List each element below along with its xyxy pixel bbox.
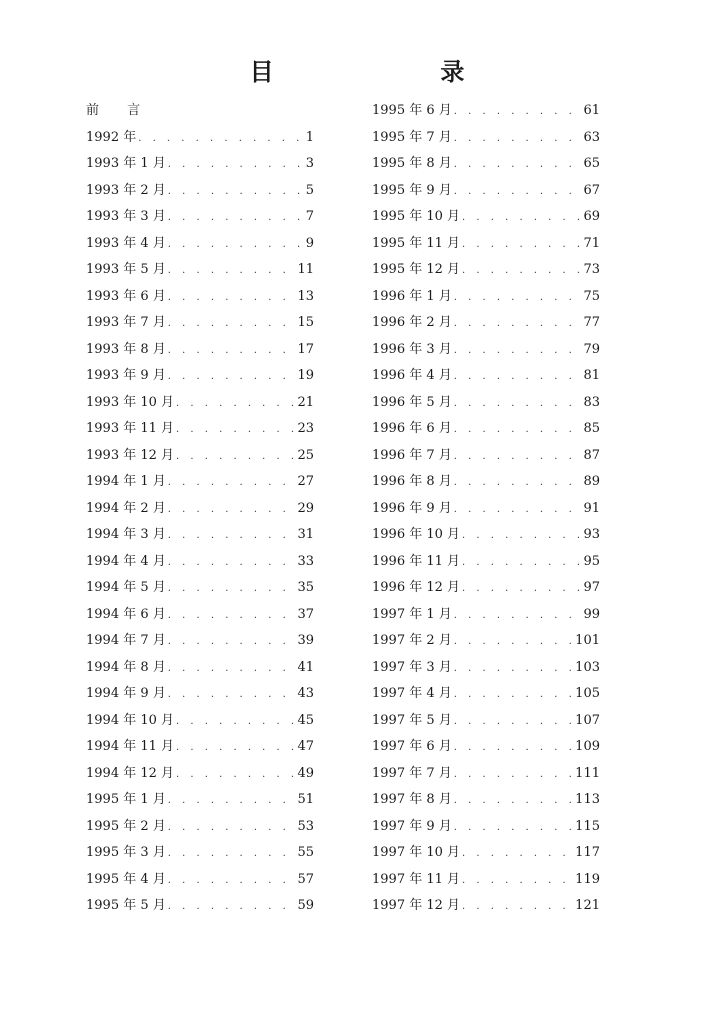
toc-entry-page: 71 [583,235,600,251]
toc-leader-dots [454,152,582,179]
toc-entry[interactable] [86,628,314,655]
toc-entry[interactable] [372,628,600,655]
toc-entry-page: 119 [575,871,600,887]
toc-entry-page: 65 [583,156,600,171]
toc-entry-label: 1997 年 9 月 [372,818,452,834]
toc-entry-label: 1997 年 7 月 [372,765,452,781]
toc-entry-label: 1995 年 5 月 [86,898,166,913]
toc-entry-label: 1994 年 8 月 [86,659,166,675]
toc-leader-dots [138,126,304,153]
toc-entry-page: 21 [297,394,314,410]
toc-entry[interactable] [86,787,314,814]
toc-entry-page: 61 [583,103,600,118]
toc-entry[interactable] [86,231,314,258]
toc-entry-label: 1994 年 11 月 [86,739,175,754]
toc-entry-page: 7 [305,209,314,224]
toc-entry-label: 1996 年 9 月 [372,500,452,516]
toc-entry-page: 89 [583,474,600,489]
toc-entry[interactable] [86,496,314,523]
toc-entry[interactable] [372,893,600,920]
toc-entry-page: 15 [297,315,314,330]
toc-entry[interactable] [372,787,600,814]
toc-entry-label: 1993 年 11 月 [86,421,175,436]
toc-leader-dots [168,364,296,391]
toc-entry[interactable] [86,363,314,390]
toc-entry-label: 1997 年 8 月 [372,792,452,807]
toc-entry[interactable] [86,469,314,496]
toc-leader-dots [168,205,304,232]
toc-leader-dots [168,338,296,365]
toc-entry[interactable] [86,98,314,125]
toc-entry-label: 1997 年 11 月 [372,871,461,887]
toc-entry-label: 1993 年 3 月 [86,209,166,224]
toc-leader-dots [454,338,582,365]
toc-entry-page: 111 [575,765,600,781]
toc-entry-page: 43 [297,686,314,701]
toc-entry-label: 1994 年 10 月 [86,712,175,728]
toc-entry-label: 1996 年 11 月 [372,553,461,569]
toc-leader-dots [176,417,295,444]
toc-entry-page: 17 [297,341,314,357]
toc-right-column [372,98,600,920]
page-title: 目 录 [249,58,515,86]
toc-entry[interactable] [372,681,600,708]
toc-leader-dots [168,258,296,285]
toc-entry-label: 1997 年 6 月 [372,739,452,754]
toc-entry-label: 1996 年 3 月 [372,341,452,357]
toc-entry-label: 1994 年 6 月 [86,606,166,622]
toc-entry-page: 47 [297,739,314,754]
toc-entry-label: 1994 年 12 月 [86,765,175,781]
toc-entry-label: 前 言 [86,103,153,118]
toc-leader-dots [454,815,573,842]
toc-entry-label: 1994 年 4 月 [86,553,166,569]
toc-entry[interactable] [86,681,314,708]
toc-entry-label: 1997 年 3 月 [372,659,452,675]
toc-entry[interactable] [372,178,600,205]
toc-entry-label: 1995 年 6 月 [372,103,452,118]
toc-entry-label: 1996 年 10 月 [372,527,461,542]
toc-entry-label: 1994 年 9 月 [86,686,166,701]
toc-entry-label: 1995 年 10 月 [372,209,461,224]
toc-leader-dots [176,762,295,789]
toc-entry-label: 1993 年 2 月 [86,182,166,198]
toc-entry[interactable] [372,231,600,258]
toc-entry[interactable] [372,337,600,364]
toc-entry-page: 95 [583,553,600,569]
toc-entry-page: 35 [297,580,314,595]
toc-entry[interactable] [86,549,314,576]
toc-entry-label: 1994 年 2 月 [86,500,166,516]
toc-entry-page: 63 [583,129,600,145]
toc-entry-page: 91 [583,500,600,516]
toc-leader-dots [454,762,573,789]
toc-entry-page: 55 [297,845,314,860]
toc-entry-label: 1996 年 12 月 [372,580,461,595]
toc-entry-page: 69 [583,209,600,224]
toc-leader-dots [462,841,573,868]
toc-entry-page: 113 [575,792,600,807]
toc-entry-label: 1993 年 1 月 [86,156,166,171]
toc-entry[interactable] [372,575,600,602]
toc-leader-dots [168,285,296,312]
toc-leader-dots [454,179,582,206]
toc-entry[interactable] [86,151,314,178]
toc-entry[interactable] [372,496,600,523]
toc-leader-dots [462,258,581,285]
toc-entry-label: 1997 年 10 月 [372,845,461,860]
toc-entry-label: 1993 年 8 月 [86,341,166,357]
toc-entry-page: 85 [583,421,600,436]
toc-entry-page: 59 [297,898,314,913]
toc-entry-page: 121 [575,898,600,913]
toc-leader-dots [168,179,304,206]
toc-entry-page: 73 [583,262,600,277]
toc-entry[interactable] [372,867,600,894]
toc-entry-page: 19 [297,368,314,383]
toc-entry[interactable] [372,549,600,576]
toc-leader-dots [168,576,296,603]
toc-entry[interactable] [372,602,600,629]
toc-entry-page: 67 [583,182,600,198]
toc-entry-page: 115 [575,818,600,834]
toc-entry[interactable] [372,655,600,682]
toc-leader-dots [454,311,582,338]
toc-leader-dots [462,205,581,232]
toc-entry[interactable] [372,840,600,867]
toc-leader-dots [168,232,304,259]
toc-entry[interactable] [86,761,314,788]
toc-entry-page: 77 [583,315,600,330]
toc-leader-dots [454,682,573,709]
toc-entry-page: 5 [305,182,314,198]
toc-entry-page: 103 [575,659,600,675]
toc-entry-page: 29 [297,500,314,516]
toc-entry-label: 1992 年 [86,129,137,145]
toc-entry-page: 101 [575,633,600,648]
toc-entry[interactable] [86,416,314,443]
toc-entry-label: 1993 年 9 月 [86,368,166,383]
toc-entry-page: 53 [297,818,314,834]
toc-entry-label: 1996 年 8 月 [372,474,452,489]
toc-entry[interactable] [86,893,314,920]
toc-entry[interactable] [372,204,600,231]
toc-entry-label: 1996 年 7 月 [372,447,452,463]
toc-leader-dots [176,735,295,762]
toc-entry-label: 1995 年 1 月 [86,792,166,807]
toc-entry-label: 1993 年 5 月 [86,262,166,277]
toc-leader-dots [454,285,582,312]
toc-entry[interactable] [372,151,600,178]
toc-entry-label: 1996 年 4 月 [372,368,452,383]
toc-entry-page: 3 [305,156,314,171]
toc-leader-dots [168,497,296,524]
toc-entry-page: 99 [583,606,600,622]
toc-entry-page: 49 [297,765,314,781]
toc-leader-dots [454,364,582,391]
toc-entry-page: 33 [297,553,314,569]
toc-leader-dots [168,682,296,709]
toc-leader-dots [454,417,582,444]
toc-entry-label: 1997 年 1 月 [372,606,452,622]
toc-leader-dots [168,841,296,868]
toc-leader-dots [176,391,295,418]
toc-entry[interactable] [372,416,600,443]
toc-leader-dots [454,99,582,126]
toc-entry-page: 105 [575,686,600,701]
toc-entry-label: 1997 年 12 月 [372,898,461,913]
toc-leader-dots [168,470,296,497]
toc-entry-page: 31 [297,527,314,542]
toc-entry[interactable] [86,602,314,629]
toc-entry-label: 1993 年 6 月 [86,288,166,304]
toc-entry[interactable] [372,363,600,390]
toc-entry[interactable] [86,575,314,602]
toc-entry-page: 79 [583,341,600,357]
toc-entry-label: 1995 年 9 月 [372,182,452,198]
toc-entry-label: 1996 年 1 月 [372,288,452,304]
toc-entry-label: 1994 年 1 月 [86,474,166,489]
toc-entry-label: 1994 年 3 月 [86,527,166,542]
toc-entry[interactable] [86,310,314,337]
toc-leader-dots [168,523,296,550]
toc-leader-dots [454,656,573,683]
toc-entry-label: 1995 年 11 月 [372,235,461,251]
toc-leader-dots [454,497,582,524]
toc-entry[interactable] [372,708,600,735]
toc-entry-page: 107 [575,712,600,728]
toc-entry-page: 75 [583,288,600,304]
toc-entry[interactable] [86,257,314,284]
toc-entry[interactable] [372,522,600,549]
toc-entry[interactable] [372,98,600,125]
toc-entry-page: 45 [297,712,314,728]
toc-entry-label: 1997 年 4 月 [372,686,452,701]
toc-entry[interactable] [86,734,314,761]
toc-entry-label: 1996 年 2 月 [372,315,452,330]
toc-leader-dots [168,788,296,815]
toc-entry-page: 93 [583,527,600,542]
toc-entry-page: 117 [575,845,600,860]
toc-entry[interactable] [372,734,600,761]
toc-entry[interactable] [86,522,314,549]
toc-entry-page: 41 [297,659,314,675]
toc-entry[interactable] [372,284,600,311]
toc-leader-dots [168,629,296,656]
toc-entry-page: 13 [297,288,314,304]
toc-entry-page: 81 [583,368,600,383]
toc-entry[interactable] [86,204,314,231]
toc-entry-page: 37 [297,606,314,622]
toc-leader-dots [454,735,573,762]
toc-entry[interactable] [86,867,314,894]
toc-leader-dots [462,550,581,577]
toc-leader-dots [462,576,581,603]
toc-entry-label: 1993 年 7 月 [86,315,166,330]
toc-entry[interactable] [86,178,314,205]
toc-leader-dots [454,629,573,656]
toc-entry-label: 1996 年 6 月 [372,421,452,436]
toc-leader-dots [454,470,582,497]
toc-entry-page: 109 [575,739,600,754]
toc-leader-dots [454,444,582,471]
toc-entry-label: 1995 年 3 月 [86,845,166,860]
toc-entry[interactable] [86,284,314,311]
toc-entry-page: 27 [297,474,314,489]
toc-leader-dots [168,894,296,921]
toc-entry-page: 25 [297,447,314,463]
toc-entry-label: 1997 年 5 月 [372,712,452,728]
toc-entry[interactable] [372,310,600,337]
toc-entry-label: 1993 年 10 月 [86,394,175,410]
toc-leader-dots [168,550,296,577]
toc-entry-label: 1995 年 4 月 [86,871,166,887]
toc-leader-dots [454,709,573,736]
toc-leader-dots [168,868,296,895]
toc-entry[interactable] [372,761,600,788]
toc-leader-dots [462,868,573,895]
toc-leader-dots [454,391,582,418]
toc-entry[interactable] [372,125,600,152]
toc-entry[interactable] [86,840,314,867]
toc-entry-label: 1995 年 12 月 [372,262,461,277]
toc-left-column [86,98,314,920]
toc-entry[interactable] [86,443,314,470]
toc-leader-dots [454,603,582,630]
toc-entry[interactable] [86,337,314,364]
toc-entry-label: 1995 年 7 月 [372,129,452,145]
toc-entry-page: 11 [297,262,314,277]
toc-leader-dots [454,126,582,153]
toc-entry-label: 1995 年 2 月 [86,818,166,834]
toc-entry[interactable] [372,443,600,470]
toc-entry-label: 1996 年 5 月 [372,394,452,410]
toc-entry-page: 83 [583,394,600,410]
toc-entry[interactable] [86,814,314,841]
toc-entry-page: 51 [297,792,314,807]
toc-entry-label: 1993 年 12 月 [86,447,175,463]
toc-entry[interactable] [86,125,314,152]
toc-leader-dots [168,815,296,842]
toc-leader-dots [462,523,581,550]
toc-leader-dots [168,656,296,683]
toc-entry[interactable] [86,708,314,735]
toc-entry[interactable] [86,390,314,417]
toc-entry-page: 9 [305,235,314,251]
toc-entry-page: 1 [305,129,314,145]
toc-leader-dots [168,603,296,630]
toc-entry-label: 1997 年 2 月 [372,633,452,648]
toc-entry[interactable] [372,390,600,417]
toc-entry-label: 1994 年 5 月 [86,580,166,595]
toc-entry[interactable] [372,257,600,284]
toc-entry-page: 23 [297,421,314,436]
toc-leader-dots [462,894,573,921]
toc-entry-label: 1994 年 7 月 [86,633,166,648]
toc-leader-dots [462,232,581,259]
toc-entry-page: 57 [297,871,314,887]
toc-entry-label: 1993 年 4 月 [86,235,166,251]
toc-entry-page: 97 [583,580,600,595]
toc-entry[interactable] [372,814,600,841]
toc-leader-dots [176,709,295,736]
toc-entry-page: 87 [583,447,600,463]
toc-leader-dots [168,152,304,179]
toc-entry-page: 39 [297,633,314,648]
toc-entry-label: 1995 年 8 月 [372,156,452,171]
toc-entry[interactable] [372,469,600,496]
toc-leader-dots [168,311,296,338]
toc-leader-dots [176,444,295,471]
toc-leader-dots [454,788,573,815]
toc-entry[interactable] [86,655,314,682]
